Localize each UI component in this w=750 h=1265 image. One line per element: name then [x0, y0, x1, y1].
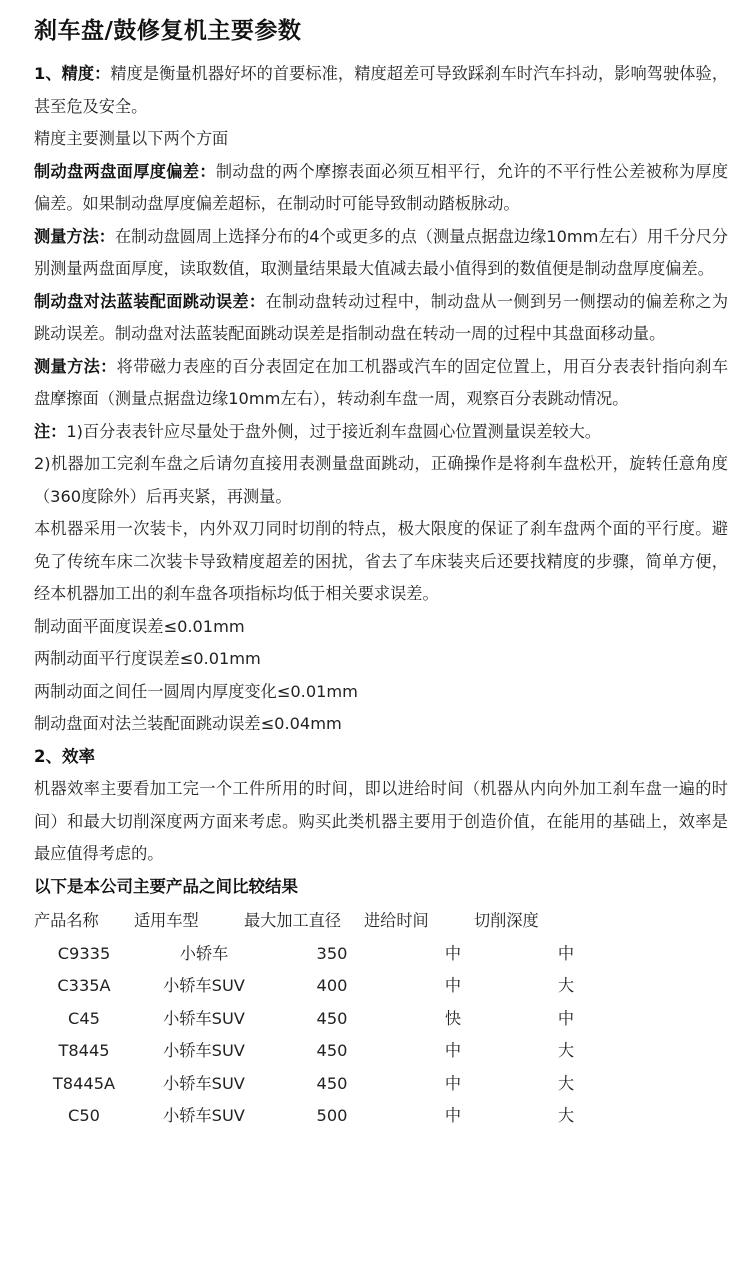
measure-method-1-text: 在制动盘圆周上选择分布的4个或更多的点（测量点据盘边缘10mm左右）用千分尺分别测量两盘面厚度，读取数值，取测量结果最大值减去最小值得到的数值便是制动盘厚度偏差。	[34, 226, 728, 278]
measure-method-1	[34, 221, 728, 286]
cell-feed-time: 中	[444, 976, 462, 995]
cell-cut-depth: 中	[557, 943, 575, 963]
cell-product-name: C335A	[57, 976, 111, 995]
header-feed-time: 进给时间	[364, 911, 429, 930]
table-row	[34, 938, 728, 971]
header-vehicle-type: 适用车型	[134, 911, 199, 930]
cell-max-diameter: 450	[316, 1041, 348, 1060]
thickness-deviation-text: 制动盘的两个摩擦表面必须互相平行，允许的不平行性公差被称为厚度偏差。如果制动盘厚度偏差超标，在制动时可能导致制动踏板脉动。	[34, 161, 729, 213]
table-row	[34, 970, 728, 1003]
comparison-table	[34, 905, 728, 1133]
measure-method-1-label: 测量方法：	[34, 226, 115, 246]
section-accuracy-label: 1、精度：	[34, 64, 111, 83]
section-accuracy	[34, 58, 728, 123]
cell-product-name: C45	[68, 1008, 100, 1028]
table-row	[34, 1100, 728, 1133]
runout-error-text: 在制动盘转动过程中，制动盘从一侧到另一侧摆动的偏差称之为跳动误差。制动盘对法蓝装配面跳动误差是指制动盘在转动一周的过程中其盘面移动量。	[34, 291, 729, 343]
note-2: 2)机器加工完刹车盘之后请勿直接用表测量盘面跳动，正确操作是将刹车盘松开，旋转任意角度（360度除外）后再夹紧，再测量。	[34, 454, 728, 506]
thickness-deviation	[34, 156, 728, 221]
cell-vehicle-type: 小轿车SUV	[163, 1073, 245, 1093]
table-row	[34, 1035, 728, 1068]
spec-item: 制动面平面度误差≤0.01mm	[34, 616, 245, 636]
table-header-row	[34, 905, 728, 938]
cell-feed-time: 中	[444, 1041, 462, 1060]
cell-max-diameter: 450	[316, 1073, 348, 1093]
cell-max-diameter: 400	[316, 976, 348, 995]
note-1	[34, 416, 728, 449]
table-body	[34, 938, 728, 1133]
cell-cut-depth: 大	[557, 1106, 575, 1125]
cell-product-name: T8445A	[52, 1073, 116, 1093]
note-label: 注：	[34, 421, 67, 441]
cell-max-diameter: 450	[316, 1008, 348, 1028]
comparison-heading: 以下是本公司主要产品之间比较结果	[34, 876, 298, 896]
page-title: 刹车盘/鼓修复机主要参数	[34, 18, 302, 44]
runout-error	[34, 286, 728, 351]
table-row	[34, 1003, 728, 1036]
cell-feed-time: 中	[444, 1106, 462, 1125]
cell-feed-time: 中	[444, 943, 462, 963]
cell-cut-depth: 中	[557, 1008, 575, 1028]
cell-max-diameter: 500	[316, 1106, 348, 1125]
cell-cut-depth: 大	[557, 1073, 575, 1093]
cell-product-name: C9335	[57, 943, 111, 963]
accuracy-intro: 精度主要测量以下两个方面	[34, 129, 229, 148]
header-cut-depth: 切削深度	[474, 911, 539, 930]
measure-method-2	[34, 351, 728, 416]
table-row	[34, 1068, 728, 1101]
header-max-diameter: 最大加工直径	[244, 911, 342, 930]
section-efficiency-text: 机器效率主要看加工完一个工件所用的时间，即以进给时间（机器从内向外加工刹车盘一遍的时间）和最大切削深度两方面来考虑。购买此类机器主要用于创造价值，在能用的基础上，效率是最应值得考虑的。	[34, 779, 728, 863]
cell-product-name: C50	[68, 1106, 100, 1125]
cell-cut-depth: 大	[557, 976, 575, 995]
thickness-deviation-label: 制动盘两盘面厚度偏差：	[34, 161, 216, 181]
cell-vehicle-type: 小轿车	[179, 943, 229, 963]
header-product-name: 产品名称	[34, 911, 99, 930]
cell-product-name: T8445	[58, 1041, 110, 1060]
machine-description: 本机器采用一次装卡，内外双刀同时切削的特点，极大限度的保证了刹车盘两个面的平行度。避免了传统车床二次装卡导致精度超差的困扰，省去了车床装夹后还要找精度的步骤，简单方便，经本机器加工出的刹车盘各项指标均低于相关要求误差。	[34, 519, 728, 603]
cell-feed-time: 快	[444, 1008, 462, 1028]
section-efficiency-heading: 2、效率	[34, 746, 95, 766]
section-accuracy-text: 精度是衡量机器好坏的首要标准，精度超差可导致踩刹车时汽车抖动，影响驾驶体验，甚至危及安全。	[34, 64, 729, 116]
cell-cut-depth: 大	[557, 1041, 575, 1060]
measure-method-2-label: 测量方法：	[34, 356, 117, 376]
spec-item: 制动盘面对法兰装配面跳动误差≤0.04mm	[34, 714, 342, 733]
measure-method-2-text: 将带磁力表座的百分表固定在加工机器或汽车的固定位置上，用百分表表针指向刹车盘摩擦面（测量点据盘边缘10mm左右），转动刹车盘一周，观察百分表跳动情况。	[34, 356, 729, 408]
cell-vehicle-type: 小轿车SUV	[163, 1041, 245, 1060]
spec-item: 两制动面之间任一圆周内厚度变化≤0.01mm	[34, 681, 358, 701]
cell-max-diameter: 350	[316, 943, 348, 963]
note-1-text: 1)百分表表针应尽量处于盘外侧，过于接近刹车盘圆心位置测量误差较大。	[66, 421, 601, 441]
cell-vehicle-type: 小轿车SUV	[163, 1008, 245, 1028]
cell-feed-time: 中	[444, 1073, 462, 1093]
cell-vehicle-type: 小轿车SUV	[163, 1106, 245, 1125]
cell-vehicle-type: 小轿车SUV	[163, 976, 245, 995]
spec-item: 两制动面平行度误差≤0.01mm	[34, 649, 261, 668]
runout-error-label: 制动盘对法蓝装配面跳动误差：	[34, 291, 266, 311]
